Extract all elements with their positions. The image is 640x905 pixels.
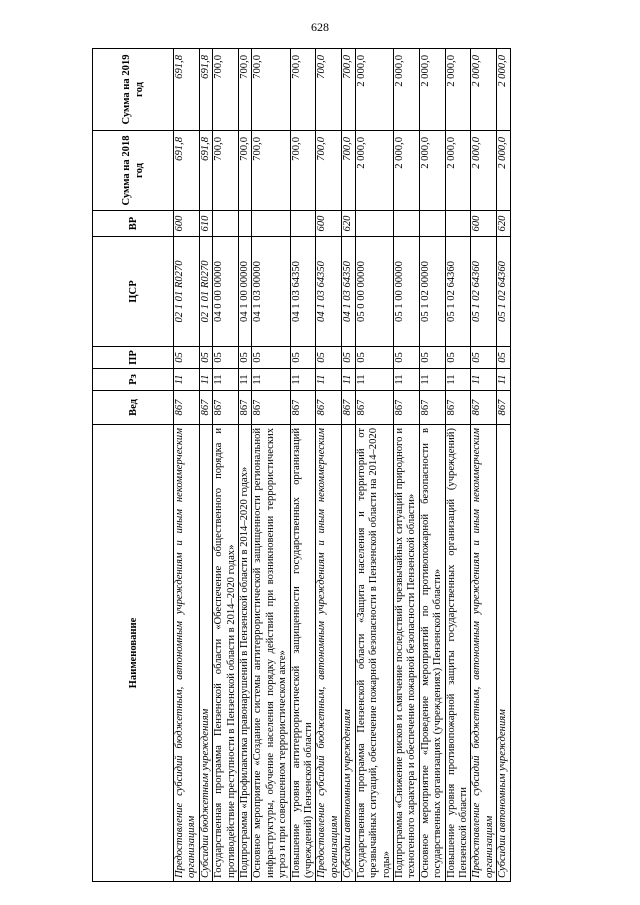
cell-sum-2019: 691,8 [199,49,212,131]
cell-vr [213,211,239,237]
page-number: 628 [311,20,329,34]
cell-csr: 04 1 00 00000 [239,237,252,347]
cell-name: Основное мероприятие «Проведение мероприятий по противопожарной безопасности в государственных организациях (учреждениях) Пензенской области» [419,425,445,882]
cell-pr: 05 [252,347,290,369]
cell-ved: 867 [393,391,419,425]
cell-rz: 11 [497,369,510,391]
cell-sum-2019: 691,8 [174,49,200,131]
table-row [316,49,342,882]
cell-vr [239,211,252,237]
table-row [419,49,445,882]
table-row [239,49,252,882]
header-vr: ВР [93,211,174,237]
table-row [355,49,393,882]
cell-sum-2019: 700,0 [342,49,355,131]
cell-csr: 04 1 03 64350 [342,237,355,347]
table-row [213,49,239,882]
cell-ved: 867 [174,391,200,425]
cell-name: Подпрограмма «Профилактика правонарушений в Пензенской области в 2014–2020 годах» [239,425,252,882]
cell-rz: 11 [445,369,471,391]
table-row [497,49,510,882]
cell-name: Субсидии бюджетным учреждениям [199,425,212,882]
cell-csr: 04 1 03 64350 [316,237,342,347]
cell-csr: 04 1 03 64350 [290,237,316,347]
cell-csr: 04 1 03 00000 [252,237,290,347]
cell-pr: 05 [393,347,419,369]
cell-name: Подпрограмма «Снижение рисков и смягчение последствий чрезвычайных ситуаций природного и техногенного характера и обеспечение пожарной безопасности Пензенской области» [393,425,419,882]
cell-name: Государственная программа Пензенской области «Защита населения и территорий от чрезвычайных ситуаций, обеспечение пожарной безопасности в Пензенской области на 2014–2020 годы» [355,425,393,882]
cell-ved: 867 [239,391,252,425]
cell-rz: 11 [199,369,212,391]
cell-rz: 11 [355,369,393,391]
table-row [199,49,212,882]
cell-vr [419,211,445,237]
cell-vr: 610 [199,211,212,237]
cell-ved: 867 [445,391,471,425]
cell-pr: 05 [290,347,316,369]
cell-csr: 05 1 02 64360 [445,237,471,347]
cell-vr: 600 [174,211,200,237]
cell-ved: 867 [497,391,510,425]
cell-rz: 11 [174,369,200,391]
cell-rz: 11 [316,369,342,391]
cell-name: Повышение уровня антитеррористической защищенности государственных организаций (учреждений) Пензенской области [290,425,316,882]
cell-csr: 05 1 02 00000 [419,237,445,347]
cell-rz: 11 [290,369,316,391]
cell-ved: 867 [342,391,355,425]
cell-csr: 05 1 00 00000 [393,237,419,347]
table-row [393,49,419,882]
cell-pr: 05 [342,347,355,369]
cell-sum-2019: 2 000,0 [445,49,471,131]
cell-csr: 05 1 02 64360 [497,237,510,347]
header-sum-2019: Сумма на 2019 год [93,49,174,131]
cell-vr: 600 [316,211,342,237]
cell-sum-2019: 700,0 [213,49,239,131]
cell-sum-2018: 2 000,0 [445,131,471,211]
cell-csr: 04 0 00 00000 [213,237,239,347]
cell-sum-2019: 700,0 [252,49,290,131]
cell-name: Субсидии автономным учреждениям [342,425,355,882]
cell-name: Предоставление субсидий бюджетным, автономным учреждениям и иным некоммерческим организациям [471,425,497,882]
cell-ved: 867 [355,391,393,425]
cell-vr: 620 [342,211,355,237]
cell-vr [445,211,471,237]
header-pr: ПР [93,347,174,369]
cell-sum-2019: 700,0 [316,49,342,131]
cell-ved: 867 [419,391,445,425]
cell-vr [355,211,393,237]
cell-csr: 02 1 01 R0270 [199,237,212,347]
cell-pr: 05 [471,347,497,369]
cell-sum-2019: 700,0 [239,49,252,131]
header-rz: Рз [93,369,174,391]
cell-sum-2018: 700,0 [213,131,239,211]
budget-table [92,48,511,882]
cell-name: Субсидии автономным учреждениям [497,425,510,882]
cell-rz: 11 [342,369,355,391]
cell-sum-2019: 700,0 [290,49,316,131]
cell-sum-2018: 2 000,0 [393,131,419,211]
cell-vr [252,211,290,237]
header-name: Наименование [93,425,174,882]
cell-name: Предоставление субсидий бюджетным, автономным учреждениям и иным некоммерческим организациям [316,425,342,882]
cell-sum-2018: 700,0 [342,131,355,211]
cell-pr: 05 [239,347,252,369]
cell-rz: 11 [419,369,445,391]
header-ved: Вед [93,391,174,425]
table-row [252,49,290,882]
cell-sum-2018: 2 000,0 [355,131,393,211]
cell-pr: 05 [445,347,471,369]
table-header-row [93,49,174,882]
cell-ved: 867 [213,391,239,425]
cell-pr: 05 [419,347,445,369]
cell-rz: 11 [471,369,497,391]
cell-sum-2019: 2 000,0 [355,49,393,131]
cell-ved: 867 [290,391,316,425]
cell-sum-2018: 691,8 [199,131,212,211]
table-row [174,49,200,882]
cell-rz: 11 [252,369,290,391]
cell-pr: 05 [355,347,393,369]
cell-sum-2018: 700,0 [239,131,252,211]
cell-ved: 867 [316,391,342,425]
cell-ved: 867 [252,391,290,425]
rotated-table-container [92,49,551,882]
cell-pr: 05 [199,347,212,369]
table-body [174,49,511,882]
cell-ved: 867 [199,391,212,425]
table-row [290,49,316,882]
cell-name: Основное мероприятие «Создание системы антитеррористической защищенности региональной инфраструктуры, обучение населения порядку действий при возникновении террористических угроз и при совершенном террористическом акте» [252,425,290,882]
cell-sum-2018: 2 000,0 [419,131,445,211]
cell-sum-2019: 2 000,0 [497,49,510,131]
table-row [342,49,355,882]
table-row [445,49,471,882]
cell-pr: 05 [213,347,239,369]
cell-csr: 05 0 00 00000 [355,237,393,347]
header-sum-2018: Сумма на 2018 год [93,131,174,211]
cell-rz: 11 [239,369,252,391]
cell-rz: 11 [393,369,419,391]
cell-ved: 867 [471,391,497,425]
cell-vr: 600 [471,211,497,237]
cell-pr: 05 [497,347,510,369]
cell-sum-2018: 691,8 [174,131,200,211]
cell-sum-2019: 2 000,0 [471,49,497,131]
cell-pr: 05 [174,347,200,369]
cell-sum-2018: 2 000,0 [497,131,510,211]
cell-sum-2019: 2 000,0 [393,49,419,131]
cell-vr: 620 [497,211,510,237]
cell-csr: 05 1 02 64360 [471,237,497,347]
cell-name: Повышение уровня противопожарной защиты государственных организаций (учреждений) Пензенской области [445,425,471,882]
cell-sum-2018: 700,0 [290,131,316,211]
table-row [471,49,497,882]
cell-sum-2018: 700,0 [252,131,290,211]
cell-pr: 05 [316,347,342,369]
cell-name: Предоставление субсидий бюджетным, автономным учреждениям и иным некоммерческим организациям [174,425,200,882]
cell-rz: 11 [213,369,239,391]
cell-vr [393,211,419,237]
cell-name: Государственная программа Пензенской области «Обеспечение общественного порядка и противодействие преступности в Пензенской области в 2014–2020 годах» [213,425,239,882]
cell-sum-2019: 2 000,0 [419,49,445,131]
header-csr: ЦСР [93,237,174,347]
cell-sum-2018: 2 000,0 [471,131,497,211]
cell-vr [290,211,316,237]
cell-csr: 02 1 01 R0270 [174,237,200,347]
cell-sum-2018: 700,0 [316,131,342,211]
